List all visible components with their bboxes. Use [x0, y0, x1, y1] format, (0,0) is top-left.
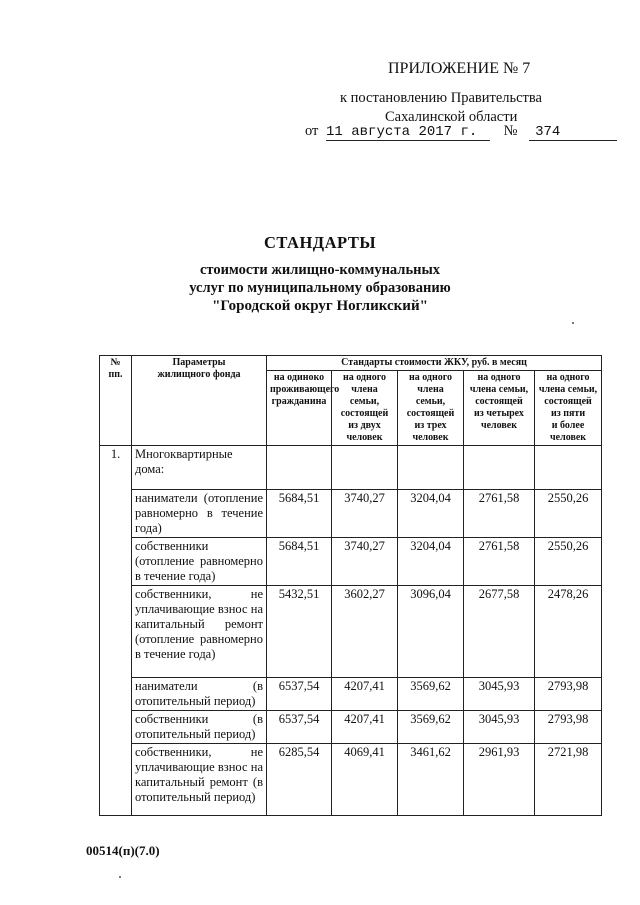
row-value: 6537,54 — [267, 678, 332, 711]
row-value: 3569,62 — [398, 678, 464, 711]
row-label: наниматели (в отопительный период) — [132, 678, 267, 711]
date-prefix: от — [305, 123, 319, 139]
decree-date-line — [305, 123, 617, 141]
header-param: Параметры жилищного фонда — [132, 356, 267, 446]
row-value: 5684,51 — [267, 490, 332, 538]
header-num: № пп. — [100, 356, 132, 446]
row-value: 2761,58 — [464, 538, 535, 586]
row-value: 4207,41 — [332, 711, 398, 744]
row-value: 2721,98 — [535, 744, 602, 816]
header-sub-4: на одного члена семьи, состоящей из четырех человек — [464, 371, 535, 446]
scan-speck — [572, 322, 574, 324]
section-label: Многоквартирные дома: — [132, 446, 267, 490]
row-value: 3204,04 — [398, 490, 464, 538]
row-value: 5684,51 — [267, 538, 332, 586]
scan-speck — [119, 876, 121, 878]
table-row — [100, 538, 602, 586]
row-value: 4069,41 — [332, 744, 398, 816]
row-value: 6537,54 — [267, 711, 332, 744]
appendix-label: ПРИЛОЖЕНИЕ № 7 — [388, 60, 531, 77]
row-value: 2550,26 — [535, 490, 602, 538]
header-sub-1: на одиноко проживающего гражданина — [267, 371, 332, 446]
table-row — [100, 744, 602, 816]
row-label: собственники (в отопительный период) — [132, 711, 267, 744]
row-value: 2550,26 — [535, 538, 602, 586]
document-title: СТАНДАРТЫ — [263, 233, 377, 252]
row-label: собственники, не уплачивающие взнос на капитальный ремонт (отопление равномерно в течение года) — [132, 586, 267, 678]
decree-line-1: к постановлению Правительства — [340, 90, 542, 106]
row-value: 2761,58 — [464, 490, 535, 538]
row-value: 2793,98 — [535, 678, 602, 711]
row-value: 3045,93 — [464, 711, 535, 744]
header-group: Стандарты стоимости ЖКУ, руб. в месяц — [267, 356, 602, 371]
row-value: 2677,58 — [464, 586, 535, 678]
row-value: 3602,27 — [332, 586, 398, 678]
row-value: 3096,04 — [398, 586, 464, 678]
standards-table — [99, 355, 602, 816]
row-value: 6285,54 — [267, 744, 332, 816]
number-prefix: № — [503, 123, 518, 139]
row-value: 3204,04 — [398, 538, 464, 586]
table-row — [100, 678, 602, 711]
table-row — [100, 711, 602, 744]
decree-line-2: Сахалинской области — [385, 109, 518, 125]
row-value: 3045,93 — [464, 678, 535, 711]
row-value: 2478,26 — [535, 586, 602, 678]
header-sub-5: на одного члена семьи, состоящей из пяти и более человек — [535, 371, 602, 446]
row-value: 3461,62 — [398, 744, 464, 816]
table-section-row — [100, 446, 602, 490]
row-label: собственники (отопление равномерно в течение года) — [132, 538, 267, 586]
row-value: 2961,93 — [464, 744, 535, 816]
decree-number: 374 — [529, 124, 617, 141]
row-value: 3569,62 — [398, 711, 464, 744]
title-line-2: услуг по муниципальному образованию — [189, 280, 451, 296]
title-line-1: стоимости жилищно-коммунальных — [199, 262, 441, 278]
decree-date: 11 августа 2017 г. — [326, 124, 490, 141]
row-value: 4207,41 — [332, 678, 398, 711]
row-value: 3740,27 — [332, 538, 398, 586]
row-value: 2793,98 — [535, 711, 602, 744]
header-sub-2: на одного члена семьи, состоящей из двух человек — [332, 371, 398, 446]
section-num: 1. — [100, 446, 132, 816]
header-sub-3: на одного члена семьи, состоящей из трех человек — [398, 371, 464, 446]
row-value: 5432,51 — [267, 586, 332, 678]
row-label: наниматели (отопление равномерно в течение года) — [132, 490, 267, 538]
row-label: собственники, не уплачивающие взнос на капитальный ремонт (в отопительный период) — [132, 744, 267, 816]
table-row — [100, 586, 602, 678]
title-line-3: "Городской округ Ногликский" — [212, 298, 428, 314]
row-value: 3740,27 — [332, 490, 398, 538]
table-row — [100, 490, 602, 538]
form-code: 00514(п)(7.0) — [86, 843, 160, 858]
